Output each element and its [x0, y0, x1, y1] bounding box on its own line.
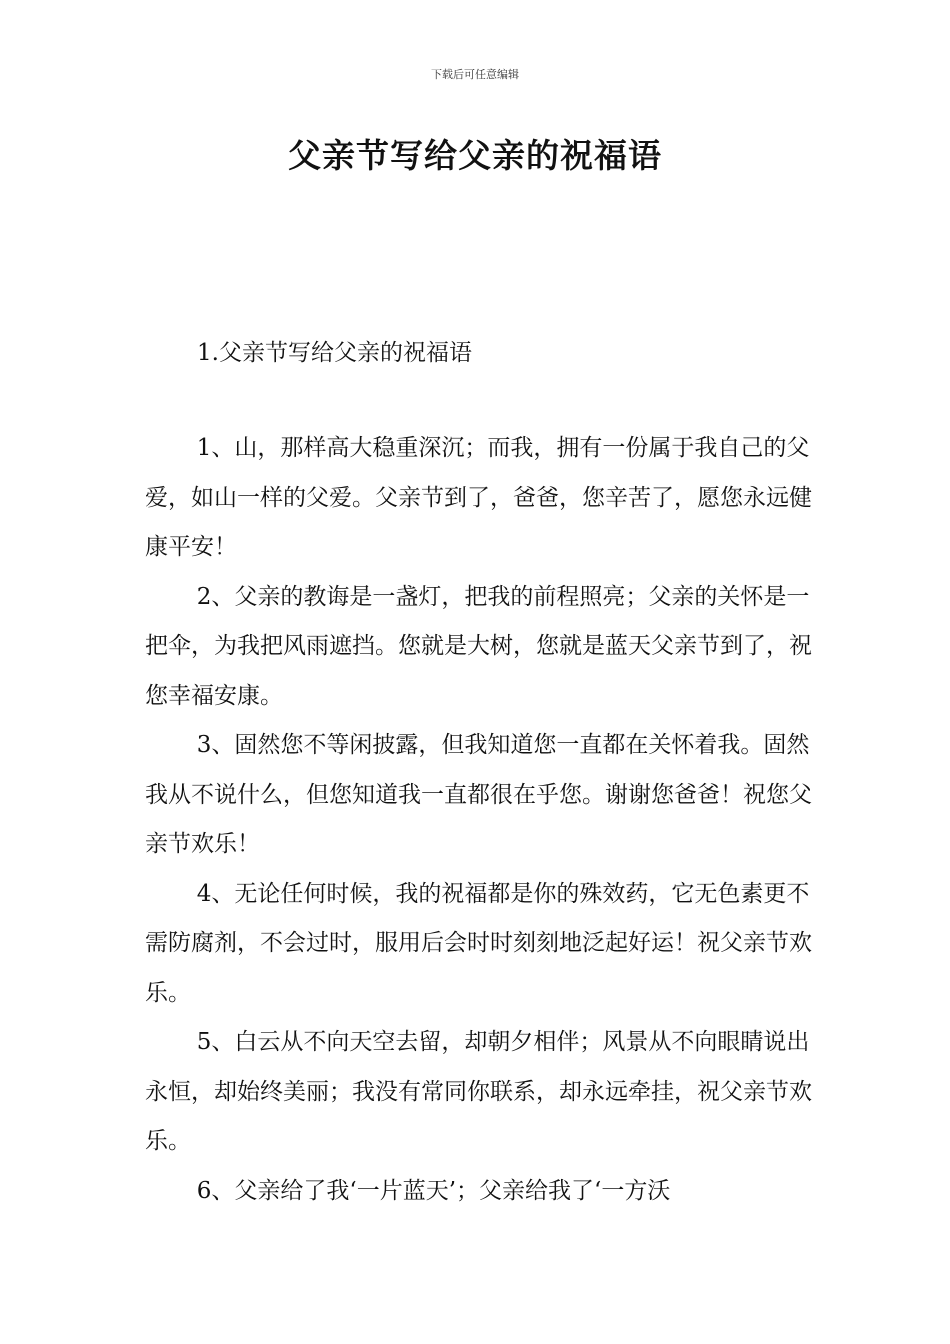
paragraph-3: 3、固然您不等闲披露，但我知道您一直都在关怀着我。固然我从不说什么，但您知道我一直都很在乎您。谢谢您爸爸！祝您父亲节欢乐！ — [145, 732, 812, 857]
document-body — [145, 424, 813, 1216]
paragraph-6: 6、父亲给了我‘一片蓝天’；父亲给我了‘一方沃 — [196, 1177, 671, 1204]
paragraph-4: 4、无论任何时候，我的祝福都是你的殊效药，它无色素更不需防腐剂，不会过时，服用后会时时刻刻地泛起好运！祝父亲节欢乐。 — [145, 880, 812, 1006]
paragraph-1: 1、山，那样高大稳重深沉；而我，拥有一份属于我自己的父爱，如山一样的父爱。父亲节到了，爸爸，您辛苦了，愿您永远健康平安！ — [145, 435, 812, 560]
section-heading: 1.父亲节写给父亲的祝福语 — [197, 340, 472, 366]
paragraph-5: 5、白云从不向天空去留，却朝夕相伴；风景从不向眼睛说出永恒，却始终美丽；我没有常同你联系，却永远牵挂，祝父亲节欢乐。 — [145, 1029, 812, 1154]
header-note: 下载后可任意编辑 — [431, 68, 519, 81]
document-title: 父亲节写给父亲的祝福语 — [288, 136, 662, 175]
paragraph-2: 2、父亲的教诲是一盏灯，把我的前程照亮；父亲的关怀是一把伞，为我把风雨遮挡。您就是大树，您就是蓝天父亲节到了，祝您幸福安康。 — [145, 583, 812, 709]
